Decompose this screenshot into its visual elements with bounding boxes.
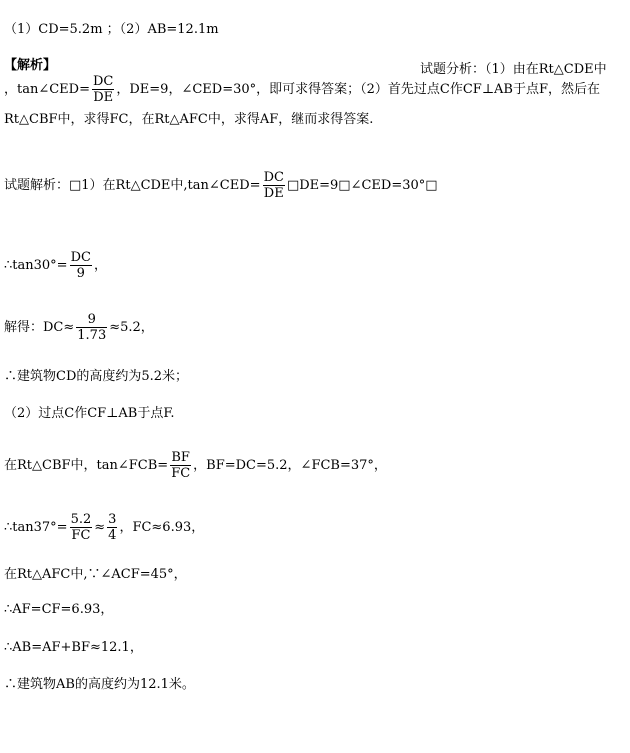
fraction-5-2-fc [70,512,93,543]
solution-line-6 [4,450,387,481]
fraction-numerator: DC [263,170,284,185]
fraction-denominator: DE [263,186,284,201]
solution-line-7 [4,512,204,543]
fraction-numerator: 9 [76,312,107,328]
fraction-3-4 [107,512,117,543]
fraction-denominator: FC [71,528,91,543]
fraction-denominator: 4 [108,528,117,543]
solution-intro-text: 试题解析：□1）在Rt△CDE中,tan∠CED= [4,178,261,193]
analysis-line-3: Rt△CBF中，求得FC，在Rt△AFC中，求得AF，继而求得答案. [4,112,374,127]
fraction-dc-de-2 [263,170,285,201]
solution-line-5: （2）过点C作CF⊥AB于点F. [4,406,175,421]
solve-dc-tail: ≈5.2， [109,320,154,335]
fraction-dc-9 [70,250,92,281]
tan-fcb-text: 在Rt△CBF中，tan∠FCB= [4,458,169,473]
fraction-numerator: DC [93,74,114,89]
tan30-tail: ， [93,258,107,273]
fraction-numerator: 5.2 [70,512,92,527]
tan37-text: ∴tan37°= [4,520,68,535]
tan37-tail: ，FC≈6.93， [119,520,205,535]
fraction-numerator: BF [171,450,190,465]
analysis-lead: 试题分析：（1）由在Rt△CDE中 [420,62,607,77]
fraction-bf-fc [170,450,191,481]
fraction-denominator: DE [93,90,114,105]
analysis-line-2 [4,74,600,105]
fraction-denominator: FC [171,466,191,481]
solution-line-2 [4,250,107,281]
solution-given-text: □DE=9□∠CED=30°□ [286,178,438,193]
jiexi-label: 【解析】 [4,58,57,73]
solution-line-1 [4,170,438,201]
solution-line-10: ∴AB=AF+BF≈12.1， [4,640,143,655]
analysis-tan-text: ，tan∠CED= [4,82,90,97]
tan-fcb-tail: ，BF=DC=5.2，∠FCB=37°， [193,458,387,473]
solution-line-4: ∴建筑物CD的高度约为5.2米； [4,369,189,384]
approx-sign: ≈ [94,520,106,535]
solution-line-8: 在Rt△AFC中,∵∠ACF=45°， [4,567,187,582]
tan30-text: ∴tan30°= [4,258,68,273]
solution-line-11: ∴建筑物AB的高度约为12.1米。 [4,677,195,692]
fraction-numerator: DC [70,250,91,265]
solve-dc-text: 解得：DC≈ [4,320,75,335]
solution-line-9: ∴AF=CF=6.93， [4,602,114,617]
fraction-numerator: 3 [108,512,117,527]
fraction-denominator: 1.73 [77,328,107,343]
fraction-9-1-73 [76,312,107,343]
solution-line-3 [4,312,154,343]
analysis-tail-text: ，DE=9，∠CED=30°，即可求得答案；（2）首先过点C作CF⊥AB于点F，然后在 [116,82,601,97]
answer-line: （1）CD=5.2m ；（2）AB=12.1m [4,22,219,37]
fraction-dc-de [92,74,114,105]
fraction-denominator: 9 [76,266,85,281]
